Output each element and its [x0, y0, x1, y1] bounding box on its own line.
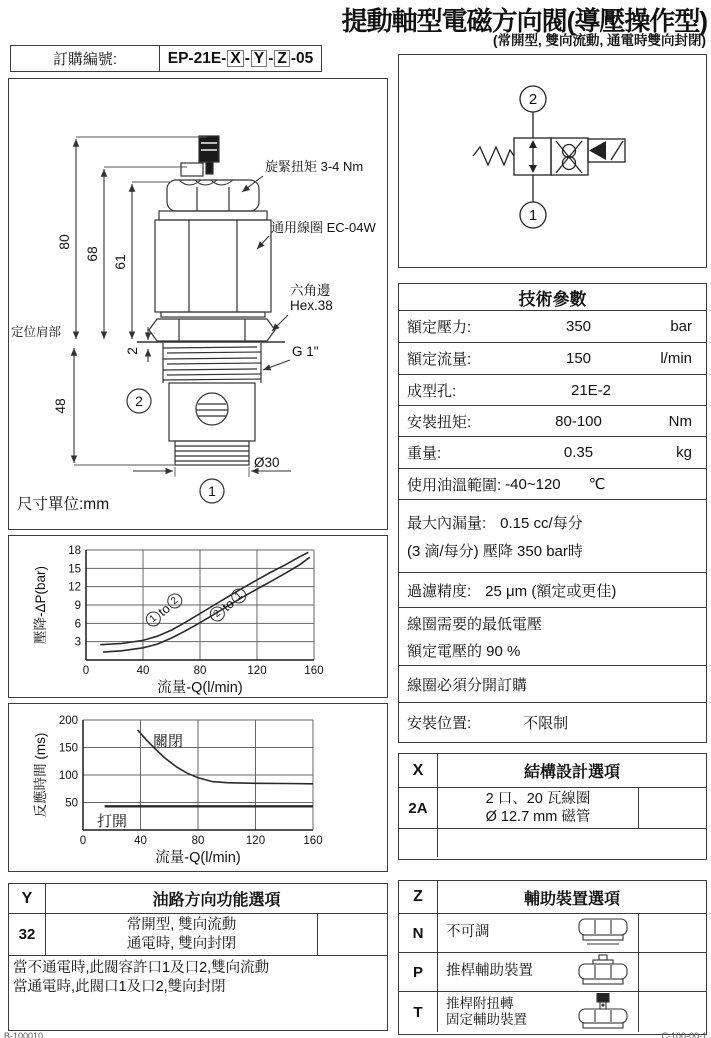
coil-nut-knob-icon	[571, 993, 635, 1035]
footer-code-right: C-100-00-1	[661, 1031, 707, 1038]
symbol-port-1: 1	[528, 207, 538, 224]
symbol-port-2: 2	[528, 91, 538, 108]
valve-drawing	[9, 79, 386, 528]
curve1-port-a: 1	[143, 608, 164, 629]
unit-note: 尺寸單位:mm	[17, 496, 110, 513]
svg-text:150: 150	[58, 742, 78, 755]
y-option-line2: 通電時, 雙向封閉	[126, 935, 237, 952]
param-unit: l/min	[660, 350, 692, 367]
x-empty-row	[399, 829, 706, 857]
hex-label-1: 六角邊	[290, 283, 331, 298]
svg-text:80: 80	[191, 835, 205, 847]
x-table-title: 結構設計選項	[523, 764, 620, 781]
svg-text:9: 9	[74, 600, 81, 612]
table-row	[399, 914, 706, 953]
tech-params-table	[398, 283, 707, 743]
page-subtitle: (常開型, 雙向流動, 通電時雙向封閉)	[493, 33, 706, 48]
solenoid-triangle	[589, 141, 606, 160]
x-option-line1: 2 口、20 瓦線圈	[485, 790, 591, 807]
order-number-label: 訂購編號:	[11, 46, 160, 71]
param-note: (3 滴/每分) 壓降 350 bar時	[407, 542, 583, 560]
param-unit: ℃	[588, 476, 606, 493]
shoulder-label: 定位肩部	[11, 325, 62, 339]
y-options-table	[8, 883, 388, 1031]
table-row	[399, 665, 706, 702]
hydraulic-symbol	[399, 55, 705, 266]
curve-label-close: 關閉	[153, 733, 184, 750]
param-value: 150	[565, 350, 592, 367]
order-number-code	[160, 46, 321, 71]
param-label: 額定流量:	[407, 351, 472, 368]
table-row	[399, 310, 706, 342]
x-options-table	[398, 753, 707, 860]
svg-text:40: 40	[136, 665, 150, 677]
drawing-port-2: 2	[135, 393, 143, 409]
param-value: 80-100	[555, 412, 602, 430]
param-label: 線圈必須分開訂購	[407, 676, 528, 694]
order-code-prefix: EP-21E-	[167, 49, 227, 67]
dimension-texts	[11, 159, 376, 513]
svg-text:0: 0	[82, 665, 90, 677]
order-code-sep1: -	[244, 49, 250, 67]
table-row	[399, 572, 706, 607]
torque-label: 旋緊扭矩 3-4 Nm	[265, 159, 364, 174]
table-row	[399, 702, 706, 741]
coil-nut-icon	[571, 915, 635, 956]
drawing-port-1: 1	[208, 483, 216, 499]
z-option-extra-cell	[639, 992, 706, 1032]
svg-text:120: 120	[247, 665, 267, 677]
curve1-port-b: 2	[164, 590, 185, 611]
x-table-code: X	[399, 754, 438, 787]
flow-arrow-down	[529, 165, 537, 173]
svg-text:160: 160	[304, 665, 324, 677]
param-unit: Nm	[668, 412, 692, 430]
table-row	[399, 499, 706, 572]
param-label: 安裝扭矩:	[407, 413, 472, 431]
svg-text:12: 12	[68, 581, 81, 594]
x-option-code: 2A	[399, 788, 438, 828]
curve2-port-a: 2	[207, 603, 228, 624]
dim-dia30: Ø30	[254, 455, 280, 470]
svg-text:15: 15	[68, 563, 81, 576]
z-option-code-p: P	[399, 953, 438, 991]
svg-text:18: 18	[68, 545, 81, 557]
svg-text:3: 3	[74, 636, 81, 649]
table-row	[399, 342, 706, 374]
z-table-code: Z	[399, 881, 438, 913]
z-option-extra-cell	[639, 914, 706, 952]
svg-text:120: 120	[245, 835, 266, 847]
param-value: -40~120	[505, 475, 561, 493]
z-option-label-t2: 固定輔助裝置	[446, 1012, 527, 1027]
chart1-y-axis-label: 壓降-ΔP(bar)	[33, 565, 48, 645]
thread-label: G 1"	[292, 344, 319, 359]
y-table-code: Y	[9, 884, 46, 913]
curve1-to: to	[155, 600, 173, 620]
svg-text:0: 0	[79, 835, 87, 847]
page-title: 提動軸型電磁方向閥(導壓操作型)	[341, 6, 707, 36]
z-option-extra-cell	[639, 953, 706, 991]
dim-61: 61	[112, 254, 128, 270]
param-label: 成型孔:	[407, 382, 457, 400]
svg-text:50: 50	[65, 797, 78, 810]
y-table-title: 油路方向功能選項	[152, 892, 281, 909]
hydraulic-symbol-panel	[398, 54, 707, 268]
svg-text:6: 6	[74, 618, 81, 631]
param-value: 350	[565, 318, 592, 335]
dim-68: 68	[84, 246, 100, 262]
param-label: 重量:	[407, 445, 442, 462]
table-row	[9, 914, 387, 956]
table-row	[399, 992, 706, 1032]
param-value: 不限制	[523, 714, 569, 732]
curve-label-open: 打開	[97, 813, 128, 830]
table-row	[399, 468, 706, 499]
chart2-x-axis-label: 流量-Q(l/min)	[155, 850, 241, 866]
y-note-energized: 當通電時,此閥口1及口2,雙向封閉	[13, 979, 226, 996]
svg-text:80: 80	[193, 665, 207, 677]
chart1-x-axis-label: 流量-Q(l/min)	[157, 680, 243, 696]
y-note-deenergized: 當不通電時,此閥容許口1及口2,雙向流動	[13, 960, 270, 976]
x-option-line2: Ø 12.7 mm 磁管	[485, 809, 591, 825]
valve-body-drawing	[137, 136, 285, 465]
curve2-to: to	[219, 595, 237, 615]
param-label: 過濾精度:	[407, 582, 472, 600]
coil-label: 通用線圈 EC-04W	[271, 220, 376, 235]
param-unit: kg	[676, 444, 692, 461]
dim-80: 80	[56, 234, 72, 250]
z-option-label-n: 不可調	[446, 924, 490, 941]
x-option-extra-cell	[638, 788, 706, 828]
svg-text:100: 100	[58, 770, 78, 782]
dim-2: 2	[124, 347, 140, 355]
param-value: 25 μm (額定或更佳)	[485, 582, 617, 600]
param-unit: bar	[670, 318, 692, 335]
valve-drawing-panel	[8, 78, 388, 530]
param-value: 0.35	[563, 444, 594, 461]
svg-text:40: 40	[134, 835, 147, 847]
table-row	[399, 436, 706, 468]
pressure-drop-chart-panel	[8, 535, 388, 698]
table-row	[399, 405, 706, 436]
dim-48: 48	[52, 398, 68, 414]
z-option-label-p: 推桿輔助裝置	[446, 963, 533, 980]
z-option-code-t: T	[399, 992, 438, 1032]
y-option-extra-cell	[317, 914, 387, 955]
svg-text:160: 160	[303, 835, 323, 847]
svg-text:200: 200	[58, 715, 78, 727]
curve2-port-b: 1	[228, 585, 249, 606]
footer-code-left: B-100010	[4, 1031, 44, 1038]
table-row	[399, 953, 706, 992]
chart2-y-axis-label: 反應時間 (ms)	[33, 732, 48, 818]
y-option-code: 32	[9, 914, 46, 955]
response-time-chart-panel	[8, 703, 388, 872]
flow-arrow-up	[529, 140, 537, 148]
z-option-code-n: N	[399, 914, 438, 952]
tech-params-title: 技術參數	[518, 289, 587, 309]
order-code-suffix: -05	[290, 49, 314, 67]
order-number-table	[10, 45, 322, 72]
param-value: 0.15 cc/每分	[500, 514, 583, 532]
table-row	[399, 607, 706, 665]
param-label: 額定壓力:	[407, 319, 472, 336]
coil-nut-pin-icon	[571, 954, 635, 995]
param-label: 安裝位置:	[407, 714, 472, 732]
order-code-z: Z	[274, 50, 289, 67]
z-table-title: 輔助裝置選項	[523, 890, 620, 908]
z-options-table	[398, 880, 707, 1035]
order-code-y: Y	[251, 50, 267, 67]
param-note: 線圈需要的最低電壓	[407, 615, 543, 633]
param-value: 21E-2	[571, 381, 612, 399]
table-row	[399, 374, 706, 405]
param-label: 使用油溫範圍:	[407, 476, 502, 494]
param-note: 額定電壓的 90 %	[407, 642, 521, 660]
table-row	[399, 788, 706, 829]
pressure-drop-chart	[9, 536, 386, 696]
order-code-x: X	[227, 50, 243, 67]
hex-label-2: Hex.38	[290, 298, 333, 313]
param-label: 最大內漏量:	[407, 514, 487, 532]
y-option-line1: 常開型, 雙向流動	[126, 917, 237, 934]
order-code-sep2: -	[268, 49, 274, 67]
z-option-label-t1: 推桿附扭轉	[446, 995, 514, 1011]
